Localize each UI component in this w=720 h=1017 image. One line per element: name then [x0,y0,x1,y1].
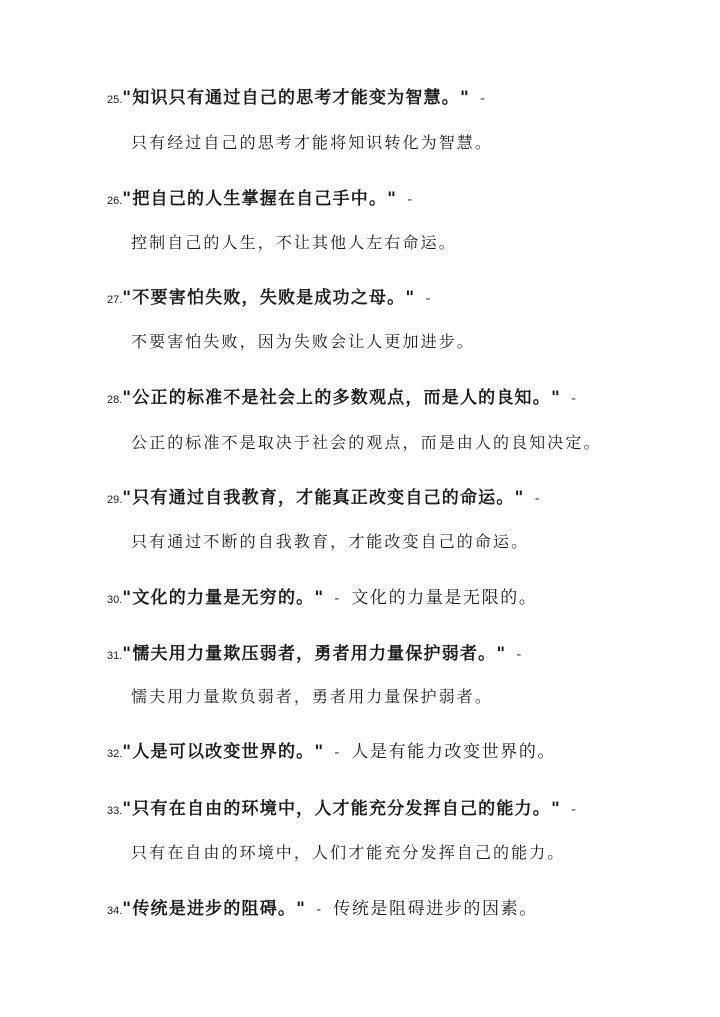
quote-line [107,386,576,412]
explanation-text: 控制自己的人生，不让其他人左右命运。 [131,233,457,252]
quote-line [107,286,430,312]
dash-separator: - [571,390,577,407]
quote-line [107,740,556,766]
dash-separator: - [571,801,577,818]
explanation-text: 懦夫用力量欺负弱者，勇者用力量保护弱者。 [131,687,494,706]
quote-text: "知识只有通过自己的思考才能变为智慧。" [122,88,471,108]
entry-number: 33. [107,805,123,817]
quote-text: "公正的标准不是社会上的多数观点，而是人的良知。" [122,388,562,408]
quote-line [107,486,540,512]
entry-number: 26. [107,195,123,207]
dash-separator: - [480,90,486,107]
quote-text: "文化的力量是无穷的。" [122,588,325,608]
quote-line [107,797,576,823]
quote-text: "不要害怕失败，失败是成功之母。" [122,288,416,308]
entry-number: 31. [107,650,123,662]
dash-separator: - [334,744,340,761]
dash-separator: - [516,646,522,663]
entry-number: 32. [107,748,123,760]
quote-line [107,86,485,112]
explanation-text: 只有通过不断的自我教育，才能改变自己的命运。 [131,532,530,551]
entry-number: 27. [107,294,123,306]
entry-number: 30. [107,594,123,606]
dash-separator: - [316,901,322,918]
quote-text: "懦夫用力量欺压弱者，勇者用力量保护弱者。" [122,644,507,664]
explanation-text: 只有经过自己的思考才能将知识转化为智慧。 [131,133,494,152]
explanation-text: 文化的力量是无限的。 [351,588,538,608]
entry-number: 34. [107,905,123,917]
dash-separator: - [425,290,431,307]
quote-line [107,586,537,612]
quote-text: "把自己的人生掌握在自己手中。" [122,189,398,209]
quote-text: "人是可以改变世界的。" [122,742,325,762]
quote-text: "只有在自由的环境中，人才能充分发挥自己的能力。" [122,799,562,819]
quote-line [107,897,538,923]
explanation-text: 公正的标准不是取决于社会的观点，而是由人的良知决定。 [131,433,602,452]
explanation-text: 不要害怕失败，因为失败会让人更加进步。 [131,332,475,351]
explanation-text: 只有在自由的环境中，人们才能充分发挥自己的能力。 [131,843,566,862]
quote-text: "只有通过自我教育，才能真正改变自己的命运。" [122,488,525,508]
quote-line [107,187,412,213]
explanation-text: 人是有能力改变世界的。 [351,742,557,762]
quote-text: "传统是进步的阻碍。" [122,899,307,919]
explanation-text: 传统是阻碍进步的因素。 [333,899,538,919]
dash-separator: - [534,490,540,507]
dash-separator: - [334,590,340,607]
dash-separator: - [407,191,413,208]
entry-number: 28. [107,394,123,406]
entry-number: 25. [107,94,123,106]
quote-line [107,642,521,668]
entry-number: 29. [107,494,123,506]
